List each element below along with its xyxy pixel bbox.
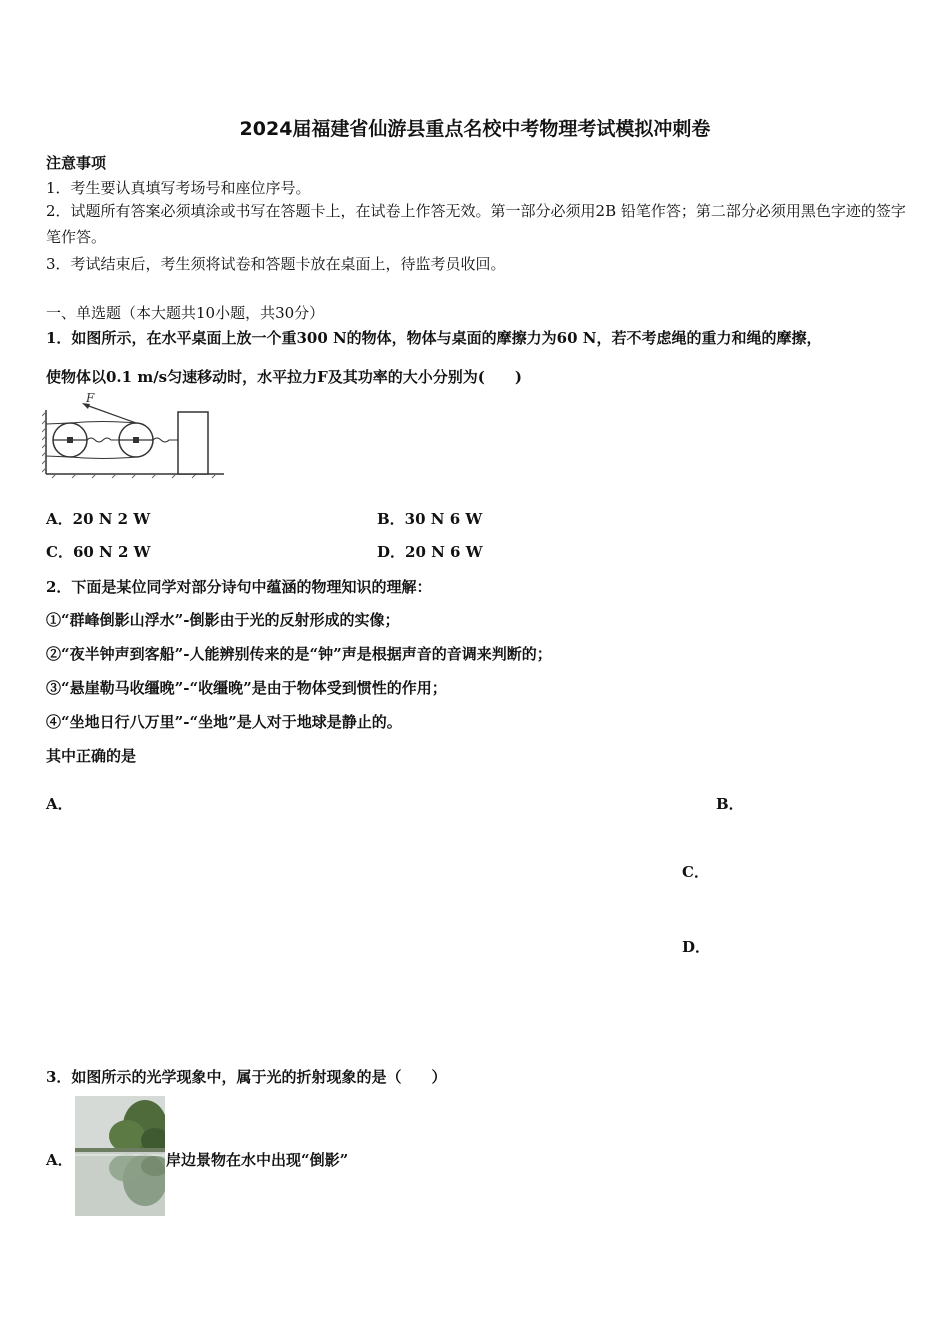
notice-item-1: 1．考生要认真填写考场号和座位序号。 xyxy=(46,179,311,197)
q1-option-c[interactable]: C．60 N 2 W xyxy=(46,543,151,561)
q2-intro: 2．下面是某位同学对部分诗句中蕴涵的物理知识的理解： xyxy=(46,578,432,596)
q2-option-d[interactable]: D． xyxy=(682,938,711,956)
q3-stem: 3．如图所示的光学现象中，属于光的折射现象的是（ ） xyxy=(46,1068,447,1086)
q2-item-4: ④“坐地日行八万里”-“坐地”是人对于地球是静止的。 xyxy=(46,713,402,731)
q3-option-a-text[interactable]: 岸边景物在水中出现“倒影” xyxy=(166,1151,349,1169)
q3-option-a-letter[interactable]: A． xyxy=(46,1151,73,1169)
page-title: 2024届福建省仙游县重点名校中考物理考试模拟冲刺卷 xyxy=(239,118,711,140)
q2-item-2: ②“夜半钟声到客船”-人能辨别传来的是“钟”声是根据声音的音调来判断的； xyxy=(46,645,552,663)
notice-item-3: 3．考试结束后，考生须将试卷和答题卡放在桌面上，待监考员收回。 xyxy=(46,255,506,273)
force-label-f: F xyxy=(86,391,95,405)
notice-item-2: 2．试题所有答案必须填涂或书写在答题卡上，在试卷上作答无效。第一部分必须用2B 铅笔作答；第二部分必须用黑色字迹的签字笔作答。 xyxy=(46,202,906,246)
q2-question: 其中正确的是 xyxy=(46,747,137,765)
q1-option-a[interactable]: A．20 N 2 W xyxy=(46,510,151,528)
q2-option-a[interactable]: A． xyxy=(46,795,73,813)
q1-option-b[interactable]: B．30 N 6 W xyxy=(377,510,483,528)
q2-option-b[interactable]: B． xyxy=(716,795,744,813)
q1-option-d[interactable]: D．20 N 6 W xyxy=(377,543,483,561)
q2-item-3: ③“悬崖勒马收缰晚”-“收缰晚”是由于物体受到惯性的作用； xyxy=(46,679,447,697)
q2-item-1: ①“群峰倒影山浮水”-倒影由于光的反射形成的实像； xyxy=(46,611,400,629)
q2-option-c[interactable]: C． xyxy=(682,863,709,881)
lake-reflection-photo xyxy=(75,1096,165,1216)
q1-stem-line1: 1．如图所示，在水平桌面上放一个重300 N的物体，物体与桌面的摩擦力为60 N，若不考虑绳的重力和绳的摩擦， xyxy=(46,329,822,347)
notice-heading: 注意事项 xyxy=(46,154,107,172)
q1-stem-line2: 使物体以0.1 m/s匀速移动时，水平拉力F及其功率的大小分别为( ) xyxy=(46,368,522,386)
pulley-figure xyxy=(42,390,228,480)
section-heading: 一、单选题（本大题共10小题，共30分） xyxy=(46,304,325,322)
